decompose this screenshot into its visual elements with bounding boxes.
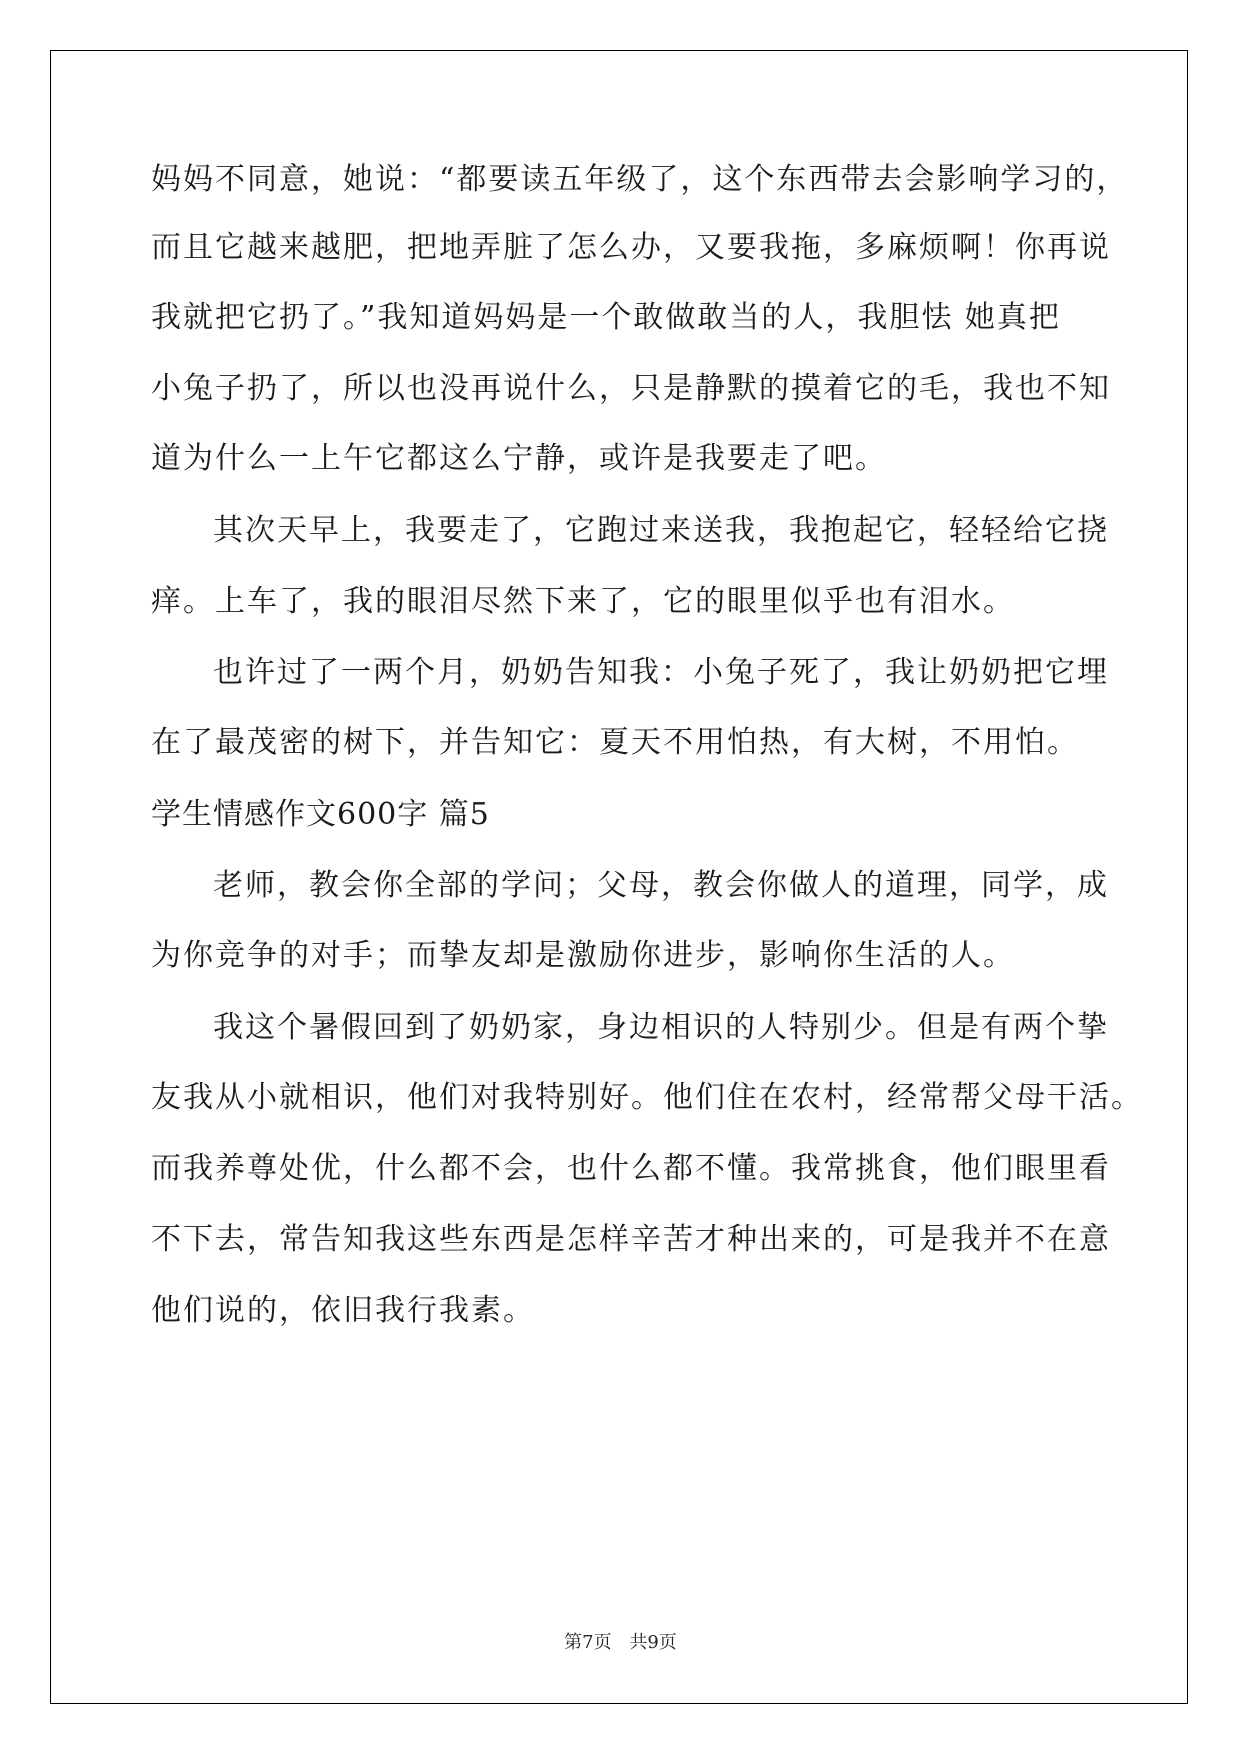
text-line: 而我养尊处优，什么都不会，也什么都不懂。我常挑食，他们眼里看 [151, 1151, 1111, 1186]
text-line: 小兔子扔了，所以也没再说什么，只是静默的摸着它的毛，我也不知 [151, 371, 1111, 406]
text-line: 在了最茂密的树下，并告知它：夏天不用怕热，有大树，不用怕。 [151, 725, 1079, 760]
text-line: 老师，教会你全部的学问；父母，教会你做人的道理，同学，成 [213, 868, 1109, 903]
text-line: 他们说的，依旧我行我素。 [151, 1293, 535, 1328]
text-line: 为你竞争的对手；而挚友却是激励你进步，影响你生活的人。 [151, 938, 1015, 973]
text-line: 而且它越来越肥，把地弄脏了怎么办，又要我拖，多麻烦啊！你再说 [151, 230, 1111, 265]
text-line: 道为什么一上午它都这么宁静，或许是我要走了吧。 [151, 441, 887, 476]
section-heading: 学生情感作文600字 篇5 [151, 797, 490, 832]
page-number: 第7页 [564, 1632, 612, 1653]
text-line: 不下去，常告知我这些东西是怎样辛苦才种出来的，可是我并不在意 [151, 1222, 1111, 1257]
text-line: 我这个暑假回到了奶奶家，身边相识的人特别少。但是有两个挚 [213, 1010, 1109, 1045]
page-total: 共9页 [629, 1632, 677, 1653]
text-line: 痒。上车了，我的眼泪尽然下来了，它的眼里似乎也有泪水。 [151, 584, 1015, 619]
text-line: 也许过了一两个月，奶奶告知我：小兔子死了，我让奶奶把它埋 [213, 655, 1109, 690]
page-footer [0, 1628, 1241, 1654]
text-line: 妈妈不同意，她说：“都要读五年级了，这个东西带去会影响学习的， [151, 162, 1129, 197]
text-line: 我就把它扔了。”我知道妈妈是一个敢做敢当的人，我胆怯 她真把 [151, 300, 1061, 335]
text-line: 友我从小就相识，他们对我特别好。他们住在农村，经常帮父母干活。 [151, 1080, 1143, 1115]
text-line: 其次天早上，我要走了，它跑过来送我，我抱起它，轻轻给它挠 [213, 513, 1109, 548]
